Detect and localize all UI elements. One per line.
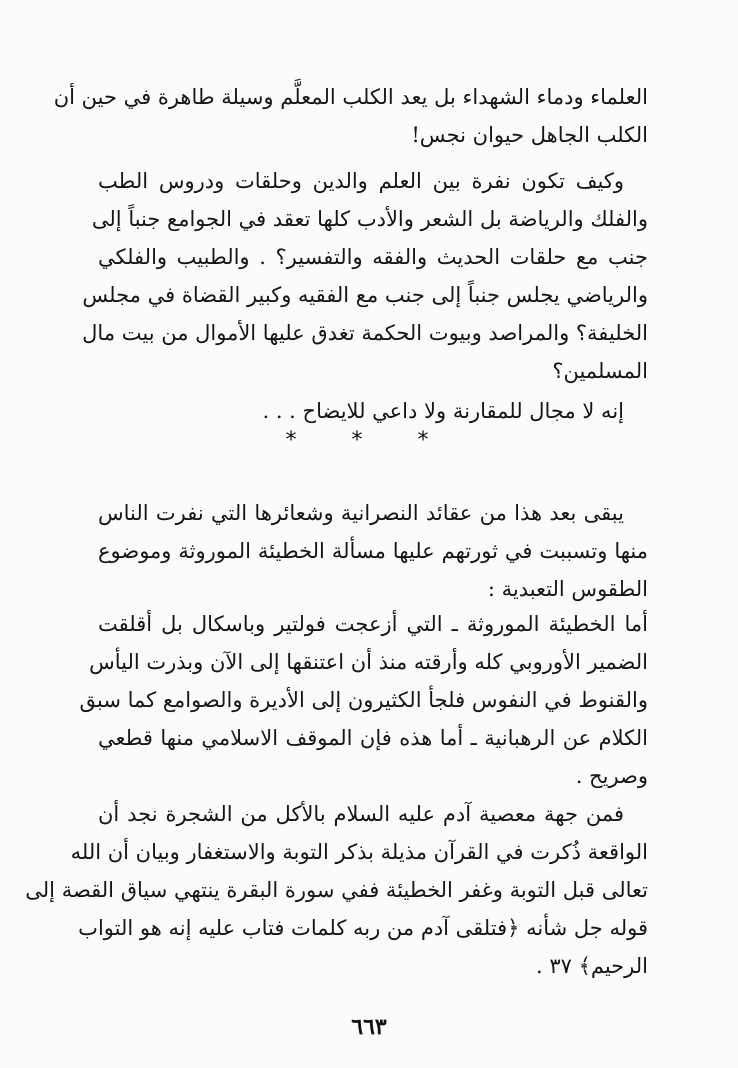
- text-line: قوله جل شأنه ﴿فتلقى آدم من ربه كلمات فتاب عليه إنه هو التواب: [78, 916, 648, 940]
- page-number: ٦٦٣: [351, 1014, 387, 1040]
- section-separator: * * *: [285, 428, 453, 453]
- paragraph-5: [79, 605, 648, 795]
- paragraph-2: [82, 162, 648, 390]
- text-line: يبقى بعد هذا من عقائد النصرانية وشعائرها التي نفرت الناس: [98, 501, 624, 525]
- text-line: الخليفة؟ والمراصد وبيوت الحكمة تغدق عليها الأموال من بيت مال: [82, 321, 648, 345]
- text-line: الكلب الجاهل حيوان نجس!: [411, 123, 648, 147]
- text-line: الضمير الأوروبي كله وأرقته منذ أن اعتنقها إلى الآن وبذرت اليأس: [89, 650, 648, 674]
- paragraph-1: [53, 78, 648, 154]
- text-line: جنب مع حلقات الحديث والفقه والتفسير؟ . والطبيب والفلكي: [98, 245, 648, 269]
- text-line: وكيف تكون نفرة بين العلم والدين وحلقات ودروس الطب: [98, 169, 624, 193]
- paragraph-6: [25, 795, 648, 985]
- text-line: أما الخطيئة الموروثة ـ التي أزعجت فولتير وباسكال بل أقلقت: [98, 612, 648, 636]
- text-line: الواقعة ذُكرت في القرآن مذيلة بذكر التوبة والاستغفار وبيان أن الله: [70, 840, 648, 864]
- text-line: الكلام عن الرهبانية ـ أما هذه فإن الموقف الاسلامي منها قطعي: [98, 726, 648, 750]
- text-line: وصريح .: [575, 764, 648, 788]
- text-line: تعالى قبل التوبة وغفر الخطيئة ففي سورة البقرة ينتهي سياق القصة إلى: [25, 878, 648, 902]
- text-line: العلماء ودماء الشهداء بل يعد الكلب المعلَّم وسيلة طاهرة في حين أن: [53, 85, 648, 109]
- text-line: والقنوط في النفوس فلجأ الكثيرون إلى الأديرة والصوامع كما سبق: [79, 688, 648, 712]
- text-line: والرياضي يجلس جنباً إلى جنب مع الفقيه وكبير القضاة في مجلس: [82, 283, 648, 307]
- text-line: منها وتسببت في ثورتهم عليها مسألة الخطيئة الموروثة وموضوع: [98, 539, 648, 563]
- text-line: الرحيم﴾ ٣٧ .: [535, 954, 648, 978]
- text-line: والفلك والرياضة بل الشعر والأدب كلها تعقد في الجوامع جنباً إلى: [91, 207, 648, 231]
- text-line: فمن جهة معصية آدم عليه السلام بالأكل من الشجرة نجد أن: [98, 802, 624, 826]
- text-line: إنه لا مجال للمقارنة ولا داعي للايضاح . . .: [262, 399, 624, 423]
- paragraph-4: [98, 494, 648, 608]
- paragraph-3: [98, 392, 648, 430]
- text-line: المسلمين؟: [552, 359, 648, 383]
- text-line: الطقوس التعبدية :: [487, 577, 648, 601]
